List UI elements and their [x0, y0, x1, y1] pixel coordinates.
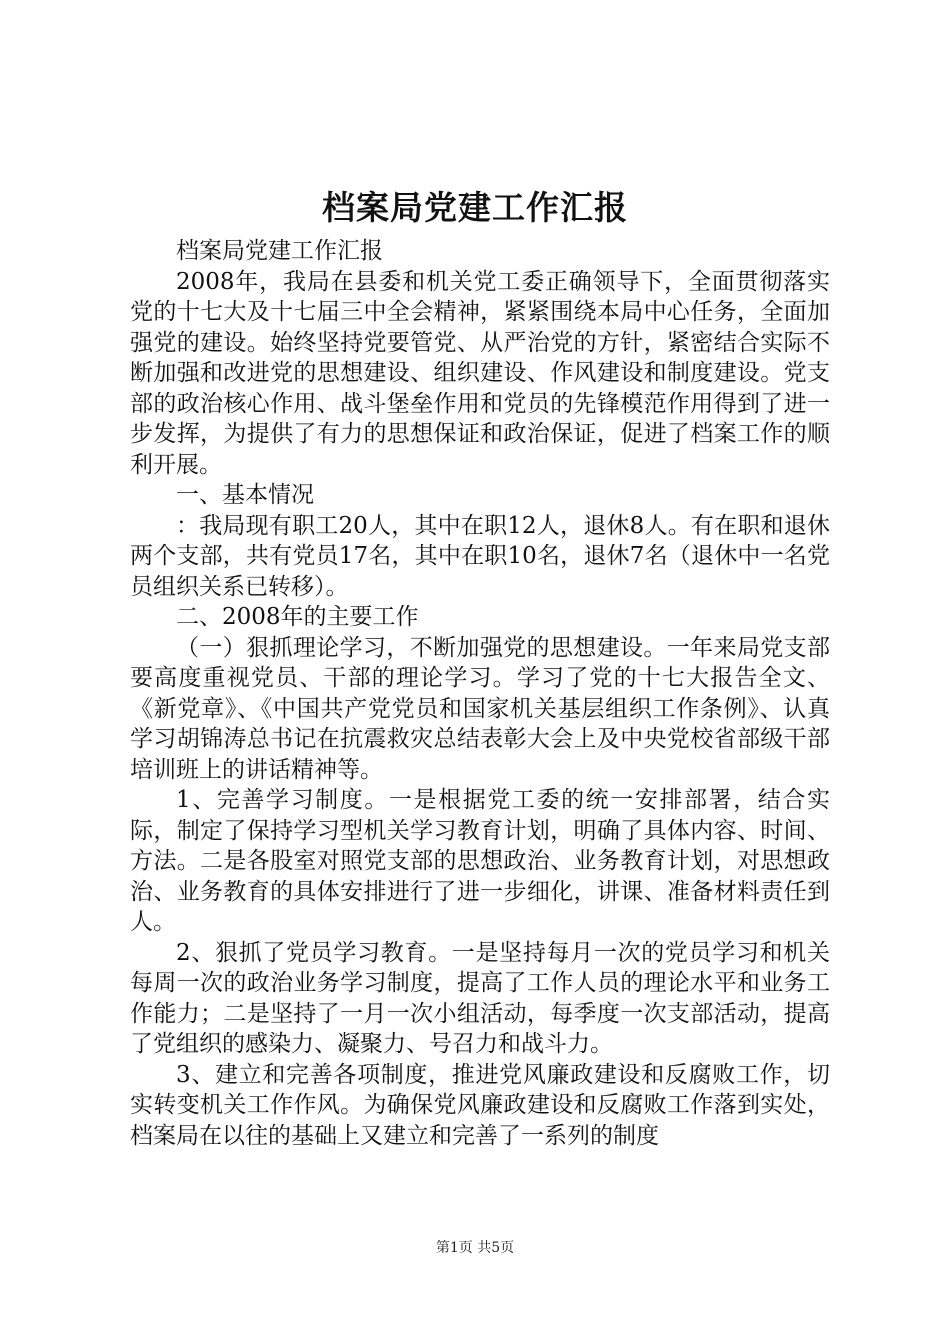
document-body — [130, 236, 830, 1151]
subtitle-paragraph: 档案局党建工作汇报 — [176, 238, 383, 264]
document-title: 档案局党建工作汇报 — [322, 188, 628, 227]
section-heading-main-work: 二、2008年的主要工作 — [176, 604, 419, 630]
member-education-paragraph: 2、狠抓了党员学习教育。一是坚持每月一次的党员学习和机关每周一次的政治业务学习制度，提高了工作人员的理论水平和业务工作能力；二是坚持了一月一次小组活动，每季度一次支部活动，提高了党组织的感染力、凝聚力、号召力和战斗力。 — [130, 939, 830, 1057]
page-number-footer: 第1页 共5页 — [435, 1240, 515, 1256]
basic-situation-paragraph: ：我局现有职工20人，其中在职12人，退休8人。有在职和退休两个支部，共有党员17名，其中在职10名，退休7名（退休中一名党员组织关系已转移）。 — [130, 512, 830, 600]
intro-paragraph: 2008年，我局在县委和机关党工委正确领导下，全面贯彻落实党的十七大及十七届三中全会精神，紧紧围绕本局中心任务，全面加强党的建设。始终坚持党要管党、从严治党的方针，紧密结合实际不断加强和改进党的思想建设、组织建设、作风建设和制度建设。党支部的政治核心作用、战斗堡垒作用和党员的先锋模范作用得到了进一步发挥，为提供了有力的思想保证和政治保证，促进了档案工作的顺利开展。 — [130, 268, 830, 478]
systems-building-paragraph: 3、建立和完善各项制度，推进党风廉政建设和反腐败工作，切实转变机关工作作风。为确保党风廉政建设和反腐败工作落到实处，档案局在以往的基础上又建立和完善了一系列的制度 — [130, 1061, 830, 1149]
section-heading-basic-situation: 一、基本情况 — [176, 482, 314, 508]
study-system-paragraph: 1、完善学习制度。一是根据党工委的统一安排部署，结合实际，制定了保持学习型机关学习教育计划，明确了具体内容、时间、方法。二是各股室对照党支部的思想政治、业务教育计划，对思想政治、业务教育的具体安排进行了进一步细化，讲课、准备材料责任到人。 — [130, 787, 830, 935]
theory-study-paragraph: （一）狠抓理论学习，不断加强党的思想建设。一年来局党支部要高度重视党员、干部的理论学习。学习了党的十七大报告全文、《新党章》、《中国共产党党员和国家机关基层组织工作条例》、认真学习胡锦涛总书记在抗震救灾总结表彰大会上及中央党校省部级干部培训班上的讲话精神等。 — [130, 634, 830, 783]
